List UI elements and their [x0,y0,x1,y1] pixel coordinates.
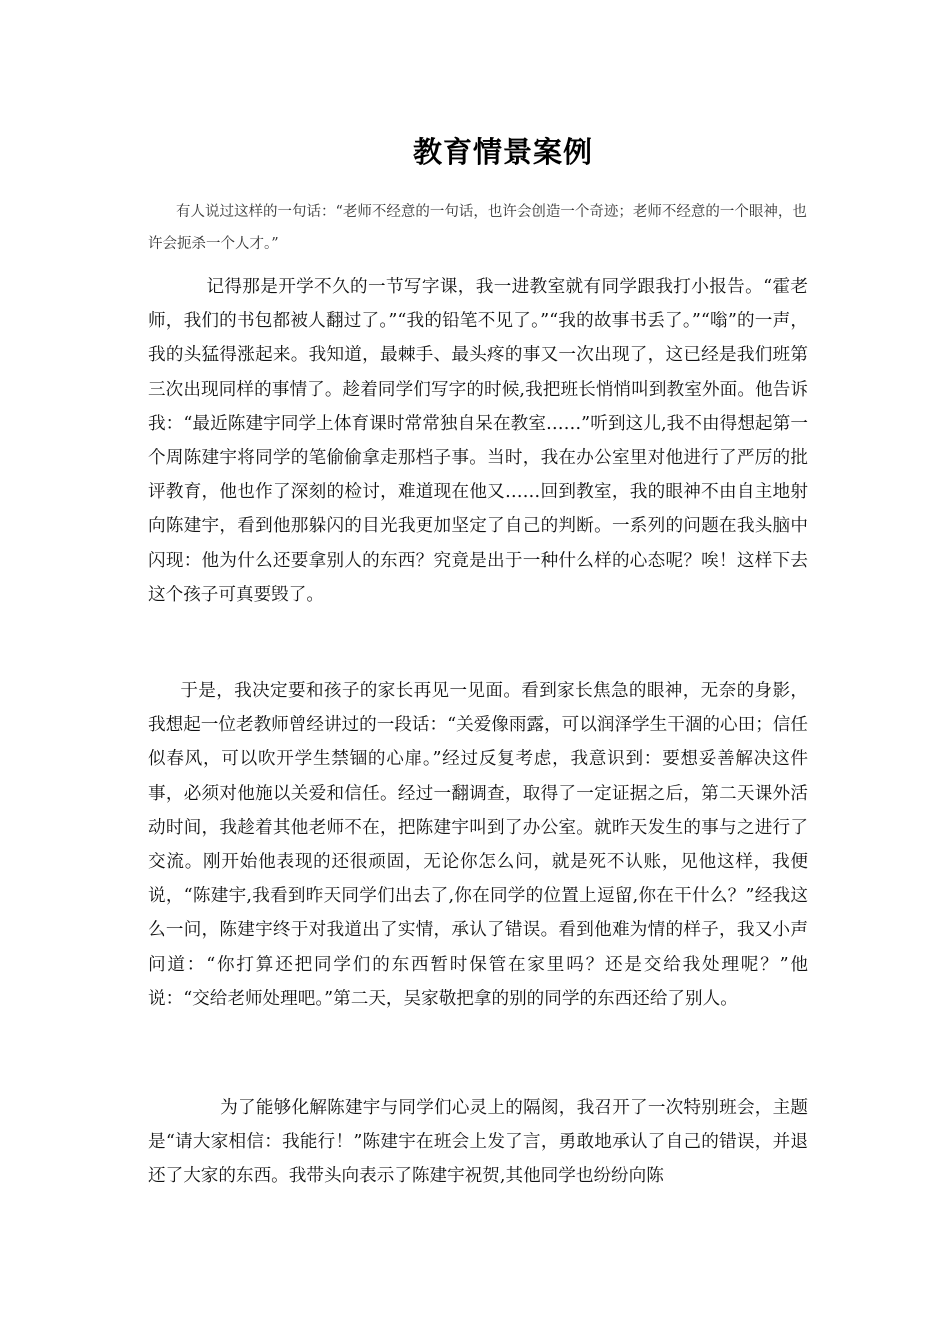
paragraph-3 [148,1091,808,1194]
document-title: 教育情景案例 [412,135,593,169]
intro-quote [148,196,812,260]
paragraph-2 [148,674,808,1016]
intro-text: 有人说过这样的一句话：“老师不经意的一句话，也许会创造一个奇迹；老师不经意的一个眼神，也许会扼杀一个人才。” [148,204,807,252]
paragraph-text: 于是，我决定要和孩子的家长再见一见面。看到家长焦急的眼神，无奈的身影，我想起一位老教师曾经讲过的一段话：“关爱像雨露，可以润泽学生干涸的心田；信任似春风，可以吹开学生禁锢的心扉。”经过反复考虑，我意识到：要想妥善解决这件事，必须对他施以关爱和信任。经过一翻调查，取得了一定证据之后，第二天课外活动时间，我趁着其他老师不在，把陈建宇叫到了办公室。就昨天发生的事与之进行了交流。刚开始他表现的还很顽固，无论你怎么问，就是死不认账，见他这样，我便说，“陈建宇,我看到昨天同学们出去了,你在同学的位置上逗留,你在干什么？”经我这么一问，陈建宇终于对我道出了实情，承认了错误。看到他难为情的样子，我又小声问道：“你打算还把同学们的东西暂时保管在家里吗？还是交给我处理呢？”他说：“交给老师处理吧。”第二天，吴家敬把拿的别的同学的东西还给了别人。 [148,681,808,1009]
paragraph-text: 记得那是开学不久的一节写字课，我一进教室就有同学跟我打小报告。“霍老师，我们的书包都被人翻过了。”“我的铅笔不见了。”“我的故事书丢了。”“嗡”的一声，我的头猛得涨起来。我知道，最棘手、最头疼的事又一次出现了，这已经是我们班第三次出现同样的事情了。趁着同学们写字的时候,我把班长悄悄叫到教室外面。他告诉我：“最近陈建宇同学上体育课时常常独自呆在教室……”听到这儿,我不由得想起第一个周陈建宇将同学的笔偷偷拿走那档子事。当时，我在办公室里对他进行了严厉的批评教育，他也作了深刻的检讨，难道现在他又……回到教室，我的眼神不由自主地射向陈建宇，看到他那躲闪的目光我更加坚定了自己的判断。一系列的问题在我头脑中闪现：他为什么还要拿别人的东西？究竟是出于一种什么样的心态呢？唉！这样下去这个孩子可真要毁了。 [148,277,808,605]
paragraph-1 [148,270,808,612]
paragraph-text: 为了能够化解陈建宇与同学们心灵上的隔阂，我召开了一次特别班会，主题是“请大家相信：我能行！”陈建宇在班会上发了言，勇敢地承认了自己的错误，并退还了大家的东西。我带头向表示了陈建宇祝贺,其他同学也纷纷向陈 [148,1098,808,1187]
